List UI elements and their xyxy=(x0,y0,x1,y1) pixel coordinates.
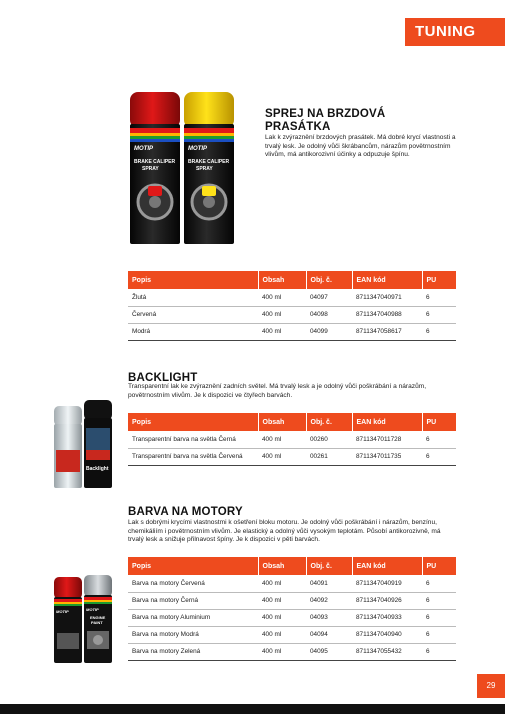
table-row: Barva na motory Zelená 400 ml 04095 8711347055432 6 xyxy=(128,643,456,660)
svg-text:ENGINE: ENGINE xyxy=(90,615,106,620)
svg-text:SPRAY: SPRAY xyxy=(142,166,159,172)
page-number: 29 xyxy=(477,674,505,698)
backlight-section-description: Transparentní lak ke zvýraznění zadních světel. Má trvalý lesk a je odolný vůči poškrábání a nárazům, povětrnostním vlivům. Je k dispozici ve čtyřech barvách. xyxy=(128,383,427,399)
table-row: Transparentní barva na světla Červená 400 ml 00261 8711347011735 6 xyxy=(128,448,456,465)
brake-caliper-image xyxy=(128,92,236,247)
brand-text: MOTIP xyxy=(134,146,153,152)
table-row: Barva na motory Aluminium 400 ml 04093 8711347040933 6 xyxy=(128,609,456,626)
backlight-products-table xyxy=(128,413,456,466)
brake-products-table xyxy=(128,271,456,341)
col-obj: Obj. č. xyxy=(306,271,352,289)
table-row: Barva na motory Černá 400 ml 04092 8711347040926 6 xyxy=(128,592,456,609)
table-row: Barva na motory Modrá 400 ml 04094 8711347040940 6 xyxy=(128,626,456,643)
col-popis: Popis xyxy=(128,271,258,289)
footer-bar xyxy=(0,704,505,714)
svg-text:BRAKE CALIPER: BRAKE CALIPER xyxy=(134,159,176,165)
header-band xyxy=(405,18,505,46)
backlight-image xyxy=(52,400,116,490)
svg-text:MOTIP: MOTIP xyxy=(56,609,69,614)
backlight-section-title: BACKLIGHT xyxy=(128,372,198,384)
svg-text:BRAKE CALIPER: BRAKE CALIPER xyxy=(188,159,230,165)
engine-section-description: Lak s dobrými krycími vlastnostmi k ošetření bloku motoru. Je odolný vůči poškrábání i nárazům, benzínu, chemikáliím i povětrnostním vlivům. Je elastický a odolný vůči vysokým teplotám. Působí antikorozivně, má trvalý lesk a snižuje přilnavost špíny. Je k dispozici v pěti barvách. xyxy=(128,519,441,544)
header-title: TUNING xyxy=(415,23,476,40)
engine-section-title: BARVA NA MOTORY xyxy=(128,506,243,518)
svg-text:PAINT: PAINT xyxy=(91,620,103,625)
engine-products-table xyxy=(128,557,456,661)
table-row: Červená 400 ml 04098 8711347040988 6 xyxy=(128,306,456,323)
col-obsah: Obsah xyxy=(258,271,306,289)
svg-text:MOTIP: MOTIP xyxy=(86,607,99,612)
brake-section-description: Lak k zvýraznění brzdových prasátek. Má dobré krycí vlastnosti a trvalý lesk. Je odolný vůči škrábancům, nárazům povětrnostním vlivům, má antikorozivní účinky a odpuzuje špínu. xyxy=(265,134,456,159)
svg-text:SPRAY: SPRAY xyxy=(196,166,213,172)
table-header-row: Popis Obsah Obj. č. EAN kód PU xyxy=(128,557,456,575)
col-pu: PU xyxy=(422,271,456,289)
table-row: Modrá 400 ml 04099 8711347058617 6 xyxy=(128,323,456,340)
table-row: Transparentní barva na světla Černá 400 ml 00260 8711347011728 6 xyxy=(128,431,456,448)
backlight-can-label: Backlight xyxy=(86,466,109,472)
table-row: Barva na motory Červená 400 ml 04091 8711347040919 6 xyxy=(128,575,456,592)
brake-section-title: SPREJ NA BRZDOVÁ PRASÁTKA xyxy=(265,108,386,133)
col-ean: EAN kód xyxy=(352,271,422,289)
svg-text:MOTIP: MOTIP xyxy=(188,146,207,152)
table-row: Žlutá 400 ml 04097 8711347040971 6 xyxy=(128,289,456,306)
table-header-row xyxy=(128,271,456,289)
engine-paint-image xyxy=(52,575,116,665)
table-header-row: Popis Obsah Obj. č. EAN kód PU xyxy=(128,413,456,431)
